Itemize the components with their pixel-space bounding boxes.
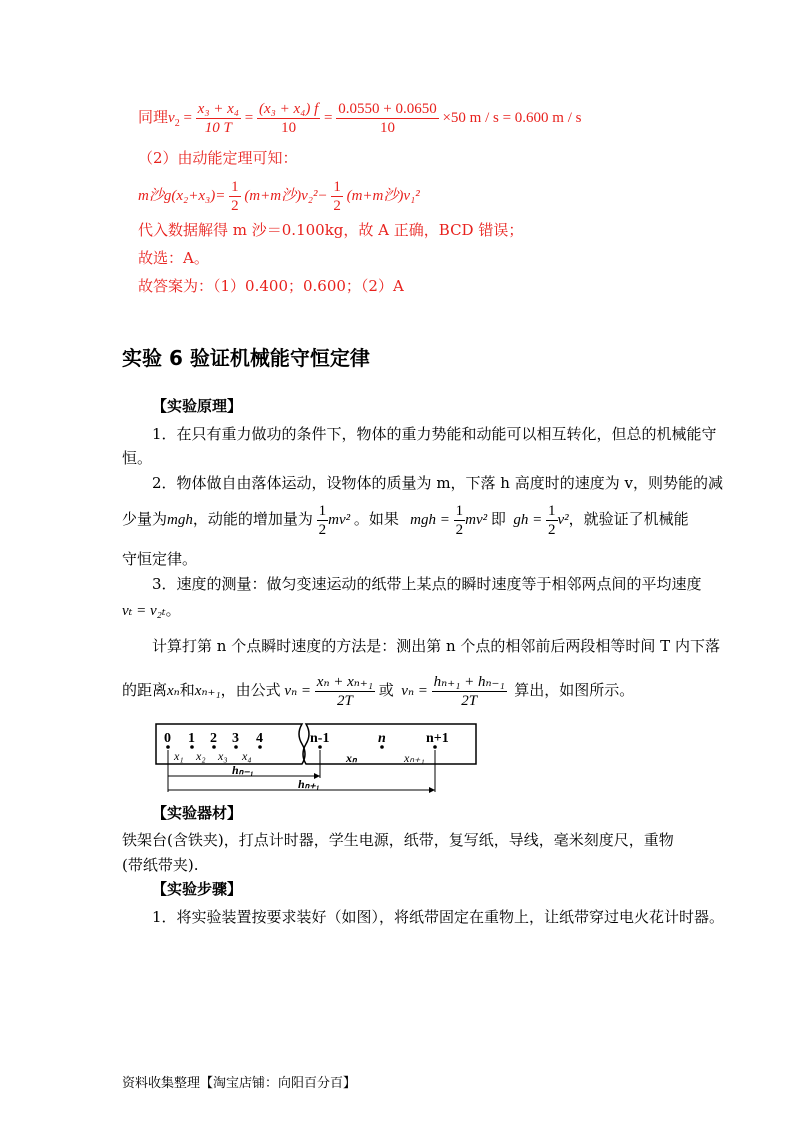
interval-label: xₙ [346, 751, 357, 765]
v2-frac-3: $\frac{0.0550 + 0.0650}{10}$ [338, 101, 437, 136]
steps-item-1: 1．将实验装置按要求装好（如图），将纸带固定在重物上，让纸带穿过电火花计时器。 [152, 908, 725, 926]
interval-label: x₁ [174, 749, 184, 763]
v2-prefix: 同理 [138, 109, 169, 126]
point-label: n+1 [426, 731, 449, 746]
principle-p2-line1: 2．物体做自由落体运动，设物体的质量为 m，下落 h 高度时的速度为 v，则势能的减 [152, 474, 723, 492]
principle-p2-line2: 少量为mgh，动能的增加量为 $\frac{1}{2}$ mv² 。如果 mgh = $\frac{1}{2}$ mv² 即 gh = $\frac{1}{2}$ v²，就验证了机械能 [122, 503, 689, 539]
answer-final: 故答案为：（1）0.400；0.600；（2）A [138, 277, 404, 295]
v2-result: ×50 m / s = 0.600 m / s [442, 109, 582, 126]
steps-heading: 【实验步骤】 [152, 880, 243, 898]
section-title: 实验 6 验证机械能守恒定律 [122, 346, 370, 370]
equipment-line2: (带纸带夹). [122, 856, 199, 874]
v2-frac-1: $\frac{\text{x₃ + x₄}}{10 T}$ [197, 101, 240, 136]
answer-substitute: 代入数据解得 m 沙＝0.100kg，故 A 正确，BCD 错误； [138, 221, 524, 239]
principle-p3-formula: vₜ = v₂ₜ。 [122, 603, 181, 619]
arrow-head [429, 787, 435, 793]
answer-v2-line: 同理$v_2$ = $\frac{\text{x₃ + x₄}}{10 T}$ = $\frac{\text{(x₃ + x₄) f}}{10}$ = $\frac{0.0550 + 0.0650}{10}$ ×50 m / s = 0.600 m / s [138, 101, 582, 136]
answer-part2: （2）由动能定理可知： [138, 149, 298, 167]
interval-label: x₄ [242, 749, 252, 763]
energy-equation: m沙g(x₂+x₃)= $\frac{1}{2}$ (m+m沙)v₂²− $\frac{1}{2}$ (m+m沙)v₁² [138, 179, 420, 215]
interval-label: x₃ [218, 749, 228, 763]
point-label: 3 [232, 731, 239, 746]
v2-lhs: v [168, 109, 175, 126]
point-label: 2 [210, 731, 217, 746]
point-label: n [378, 731, 386, 746]
point-label: 4 [256, 731, 263, 746]
point-label: 0 [164, 731, 171, 746]
point-label: n-1 [310, 731, 330, 746]
h-label: hₙ₋₁ [232, 763, 254, 777]
principle-p2-line3: 守恒定律。 [122, 550, 198, 568]
interval-label: xₙ₊₁ [404, 751, 425, 765]
footer-text: 资料收集整理【淘宝店铺：向阳百分百】 [122, 1076, 357, 1091]
h-label: hₙ₊₁ [298, 777, 320, 791]
principle-p1-line2: 恒。 [122, 449, 153, 467]
principle-heading: 【实验原理】 [152, 397, 243, 415]
principle-p1-line1: 1．在只有重力做功的条件下，物体的重力势能和动能可以相互转化，但总的机械能守 [152, 425, 717, 443]
interval-label: x₂ [196, 749, 206, 763]
equipment-line1: 铁架台(含铁夹)，打点计时器，学生电源，纸带，复写纸，导线，毫米刻度尺，重物 [122, 831, 674, 849]
paper-tape-figure [150, 720, 480, 796]
principle-p3-line1: 3．速度的测量：做匀变速运动的纸带上某点的瞬时速度等于相邻两点间的平均速度 [152, 575, 702, 593]
point-label: 1 [188, 731, 195, 746]
principle-p4-line1: 计算打第 n 个点瞬时速度的方法是：测出第 n 个点的相邻前后两段相等时间 T 内下落 [152, 637, 720, 655]
equipment-heading: 【实验器材】 [152, 804, 243, 822]
answer-choice: 故选：A。 [138, 249, 209, 267]
v2-frac-2: $\frac{\text{(x₃ + x₄) f}}{10}$ [259, 101, 319, 136]
principle-p4-line2: 的距离xₙ和xₙ₊₁，由公式 vₙ = $\frac{\text{xₙ + xₙ₊₁}}{2T}$ 或 vₙ = $\frac{\text{hₙ₊₁ + hₙ₋₁}}{2T}$ 算出，如图所示。 [122, 674, 635, 710]
